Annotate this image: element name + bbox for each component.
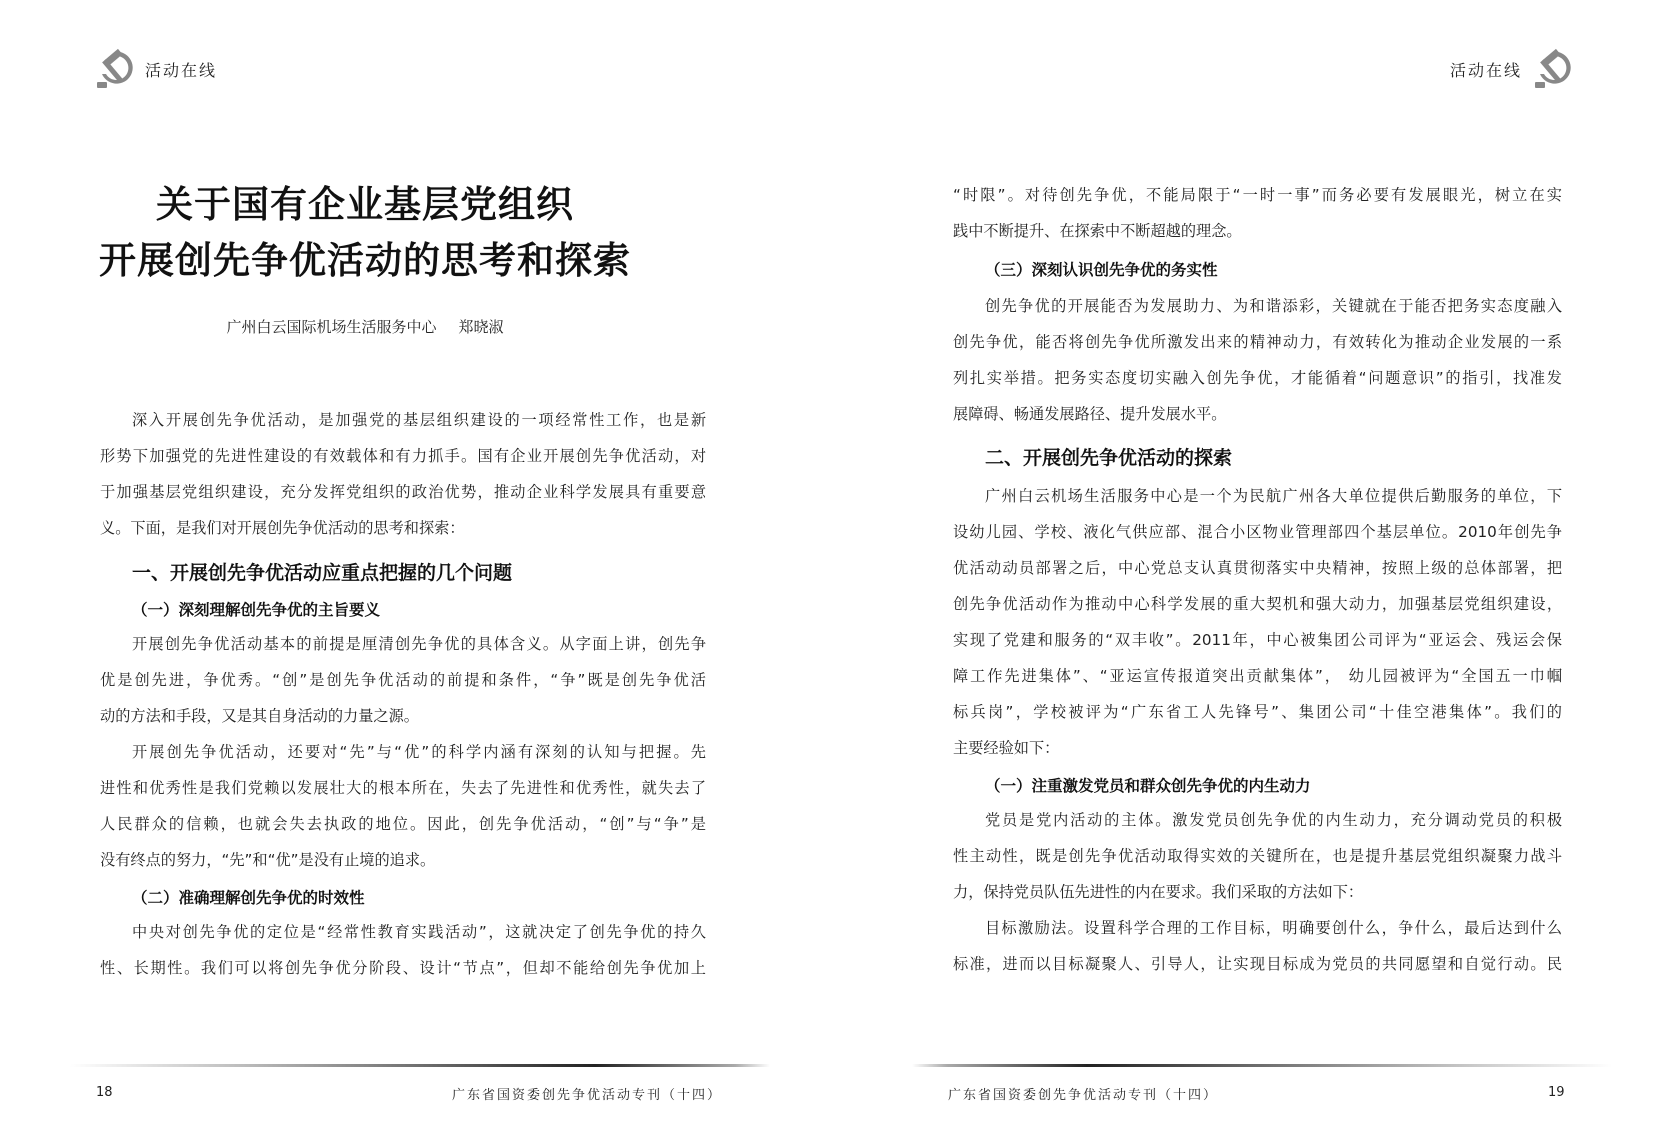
article-title-line-1: 关于国有企业基层党组织 (156, 182, 574, 226)
paragraph-line: 优活动动员部署之后，中心党总支认真贯彻落实中央精神，按照上级的总体部署，把 (953, 559, 1562, 577)
paragraph-line: 创先争优，能否将创先争优所激发出来的精神动力，有效转化为推动企业发展的一系 (953, 333, 1562, 351)
subsection-heading-2: （二）准确理解创先争优的时效性 (132, 889, 365, 907)
paragraph-line: 动的方法和手段，又是其自身活动的力量之源。 (100, 707, 419, 725)
section-label: 活动在线 (145, 61, 218, 80)
paragraph-line: 创先争优的开展能否为发展助力、为和谐添彩，关键就在于能否把务实态度融入 (985, 297, 1562, 315)
paragraph-line: 主要经验如下： (953, 739, 1060, 757)
paragraph-line: 义。下面，是我们对开展创先争优活动的思考和探索： (100, 519, 465, 537)
section-heading-2: 二、开展创先争优活动的探索 (985, 447, 1233, 469)
paragraph-line: 性主动性，既是创先争优活动取得实效的关键所在，也是提升基层党组织凝聚力战斗 (953, 847, 1562, 865)
subsection-heading-1: （一）深刻理解创先争优的主旨要义 (132, 601, 381, 619)
publication-footer: 广东省国资委创先争优活动专刊（十四） (948, 1088, 1219, 1103)
paragraph-line: 设幼儿园、学校、液化气供应部、混合小区物业管理部四个基层单位。2010年创先争 (953, 523, 1562, 541)
paragraph-line: 开展创先争优活动，还要对“先”与“优”的科学内涵有深刻的认知与把握。先 (132, 743, 706, 761)
paragraph-line: 人民群众的信赖，也就会失去执政的地位。因此，创先争优活动，“创”与“争”是 (100, 815, 706, 833)
hammer-sickle-icon (92, 44, 140, 92)
subsection-heading-4: （一）注重激发党员和群众创先争优的内生动力 (985, 777, 1311, 795)
paragraph-line: 形势下加强党的先进性建设的有效载体和有力抓手。国有企业开展创先争优活动，对 (100, 447, 706, 465)
paragraph-line: 标兵岗”，学校被评为“广东省工人先锋号”、集团公司“十佳空港集体”。我们的 (953, 703, 1562, 721)
paragraph-line: 障工作先进集体”、“亚运宣传报道突出贡献集体”， 幼儿园被评为“全国五一巾帼 (953, 667, 1562, 685)
page-number: 18 (96, 1085, 113, 1100)
paragraph-line: 标准，进而以目标凝聚人、引导人，让实现目标成为党员的共同愿望和自觉行动。民 (953, 955, 1562, 973)
paragraph-line: 展障碍、畅通发展路径、提升发展水平。 (953, 405, 1227, 423)
paragraph-line: 广州白云机场生活服务中心是一个为民航广州各大单位提供后勤服务的单位，下 (985, 487, 1562, 505)
publication-footer: 广东省国资委创先争优活动专刊（十四） (452, 1088, 723, 1103)
footer-rule (70, 1064, 770, 1067)
paragraph-line: 进性和优秀性是我们党赖以发展壮大的根本所在，失去了先进性和优秀性，就失去了 (100, 779, 706, 797)
byline (70, 316, 660, 337)
paragraph-line: 列扎实举措。把务实态度切实融入创先争优，才能循着“问题意识”的指引，找准发 (953, 369, 1562, 387)
paragraph-line: 党员是党内活动的主体。激发党员创先争优的内生动力，充分调动党员的积极 (985, 811, 1562, 829)
paragraph-line: 于加强基层党组织建设，充分发挥党组织的政治优势，推动企业科学发展具有重要意 (100, 483, 706, 501)
paragraph-line: 性、长期性。我们可以将创先争优分阶段、设计“节点”，但却不能给创先争优加上 (100, 959, 706, 977)
paragraph-line: “时限”。对待创先争优，不能局限于“一时一事”而务必要有发展眼光，树立在实 (953, 186, 1562, 204)
paragraph-line: 深入开展创先争优活动，是加强党的基层组织建设的一项经常性工作，也是新 (132, 411, 706, 429)
section-heading-1: 一、开展创先争优活动应重点把握的几个问题 (132, 562, 513, 584)
subsection-heading-3: （三）深刻认识创先争优的务实性 (985, 261, 1218, 279)
paragraph-line: 践中不断提升、在探索中不断超越的理念。 (953, 222, 1242, 240)
paragraph-line: 目标激励法。设置科学合理的工作目标，明确要创什么，争什么，最后达到什么 (985, 919, 1562, 937)
paragraph-line: 开展创先争优活动基本的前提是厘清创先争优的具体含义。从字面上讲，创先争 (132, 635, 706, 653)
paragraph-line: 中央对创先争优的定位是“经常性教育实践活动”，这就决定了创先争优的持久 (132, 923, 706, 941)
paragraph-line: 力，保持党员队伍先进性的内在要求。我们采取的方法如下： (953, 883, 1364, 901)
section-label: 活动在线 (1450, 61, 1523, 80)
author-org: 广州白云国际机场生活服务中心 (226, 318, 437, 336)
paragraph-line: 创先争优活动作为推动中心科学发展的重大契机和强大动力，加强基层党组织建设， (953, 595, 1562, 613)
paragraph-line: 实现了党建和服务的“双丰收”。2011年，中心被集团公司评为“亚运会、残运会保 (953, 631, 1562, 649)
page-number: 19 (1548, 1085, 1565, 1100)
author-name: 郑晓淑 (458, 318, 504, 336)
paragraph-line: 没有终点的努力，“先”和“优”是没有止境的追求。 (100, 851, 436, 869)
footer-rule (912, 1064, 1612, 1067)
article-title-line-2: 开展创先争优活动的思考和探索 (99, 238, 631, 282)
hammer-sickle-icon (1530, 44, 1578, 92)
paragraph-line: 优是创先进，争优秀。“创”是创先争优活动的前提和条件，“争”既是创先争优活 (100, 671, 706, 689)
